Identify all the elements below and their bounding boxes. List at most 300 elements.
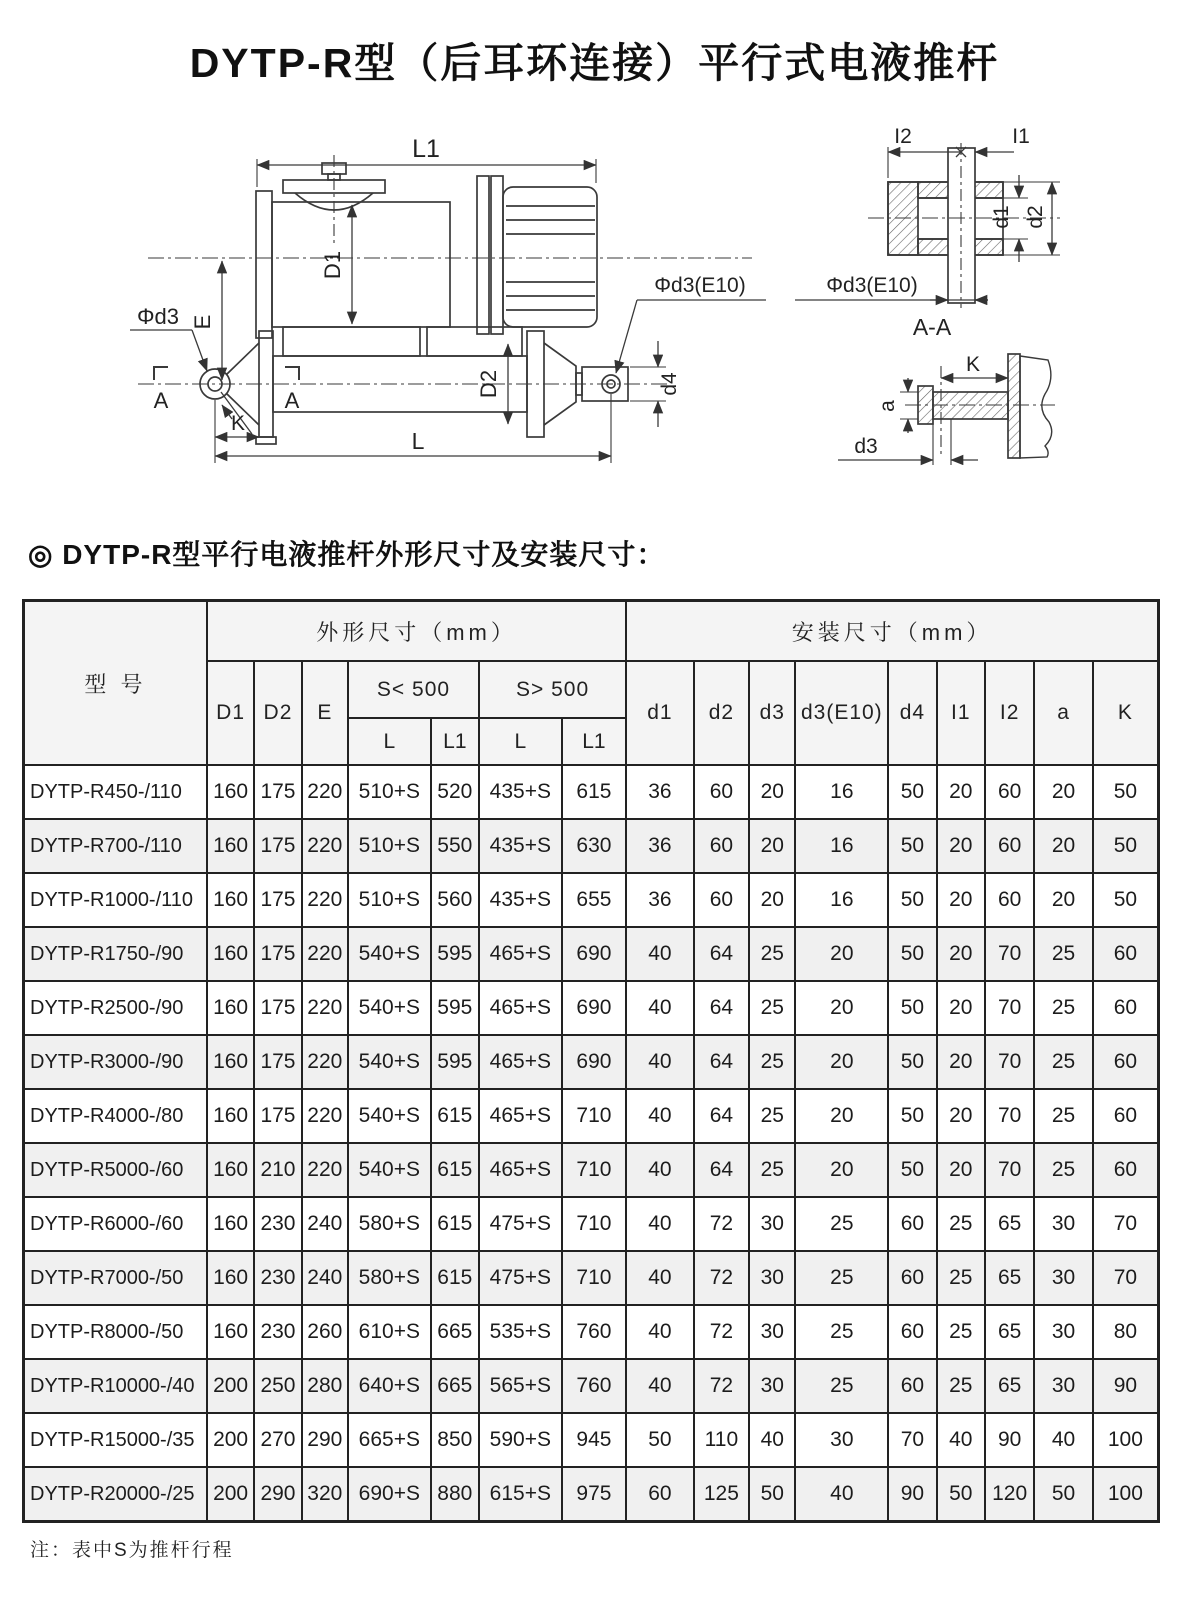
value-cell: 64 — [694, 1035, 749, 1089]
value-cell: 30 — [749, 1305, 795, 1359]
value-cell: 665 — [431, 1305, 479, 1359]
phi-d3-e10-leader — [616, 300, 637, 373]
value-cell: 30 — [795, 1413, 888, 1467]
value-cell: 60 — [888, 1359, 936, 1413]
value-cell: 16 — [795, 873, 888, 927]
value-cell: 710 — [562, 1197, 627, 1251]
table-row — [24, 1143, 1159, 1197]
value-cell: 40 — [626, 927, 694, 981]
value-cell: 50 — [888, 765, 936, 819]
value-cell: 160 — [207, 981, 254, 1035]
value-cell: 280 — [302, 1359, 348, 1413]
col-header-I2: I2 — [985, 661, 1034, 765]
value-cell: 240 — [302, 1197, 348, 1251]
value-cell: 540+S — [348, 1035, 431, 1089]
dim-label-d4: d4 — [658, 372, 681, 396]
value-cell: 465+S — [479, 1035, 562, 1089]
value-cell: 36 — [626, 819, 694, 873]
value-cell: 475+S — [479, 1251, 562, 1305]
value-cell: 50 — [888, 1143, 936, 1197]
value-cell: 36 — [626, 873, 694, 927]
value-cell: 20 — [937, 1143, 985, 1197]
value-cell: 560 — [431, 873, 479, 927]
value-cell: 160 — [207, 1305, 254, 1359]
value-cell: 465+S — [479, 1143, 562, 1197]
value-cell: 40 — [749, 1413, 795, 1467]
value-cell: 65 — [985, 1305, 1034, 1359]
value-cell: 40 — [626, 1035, 694, 1089]
value-cell: 25 — [795, 1197, 888, 1251]
model-cell: DYTP-R8000-/50 — [24, 1305, 207, 1359]
dim-label-l: L — [411, 428, 425, 454]
value-cell: 665+S — [348, 1413, 431, 1467]
value-cell: 20 — [795, 981, 888, 1035]
value-cell: 175 — [254, 873, 301, 927]
value-cell: 40 — [626, 1251, 694, 1305]
value-cell: 60 — [1093, 1089, 1159, 1143]
col-header-d1: d1 — [626, 661, 694, 765]
value-cell: 230 — [254, 1251, 301, 1305]
value-cell: 20 — [795, 1035, 888, 1089]
table-row — [24, 1467, 1159, 1522]
value-cell: 70 — [985, 1143, 1034, 1197]
value-cell: 690+S — [348, 1467, 431, 1522]
table-row — [24, 873, 1159, 927]
value-cell: 175 — [254, 1089, 301, 1143]
value-cell: 25 — [749, 1143, 795, 1197]
table-row — [24, 981, 1159, 1035]
value-cell: 30 — [1034, 1305, 1092, 1359]
value-cell: 20 — [937, 873, 985, 927]
motor-flange-plate — [477, 176, 489, 334]
value-cell: 60 — [888, 1197, 936, 1251]
value-cell: 25 — [1034, 981, 1092, 1035]
footnote: 注：表中S为推杆行程 — [30, 1540, 234, 1561]
value-cell: 565+S — [479, 1359, 562, 1413]
value-cell: 540+S — [348, 927, 431, 981]
value-cell: 20 — [749, 819, 795, 873]
value-cell: 510+S — [348, 819, 431, 873]
value-cell: 655 — [562, 873, 627, 927]
value-cell: 30 — [1034, 1251, 1092, 1305]
value-cell: 72 — [694, 1197, 749, 1251]
value-cell: 175 — [254, 927, 301, 981]
value-cell: 465+S — [479, 981, 562, 1035]
model-cell: DYTP-R20000-/25 — [24, 1467, 207, 1522]
value-cell: 20 — [749, 873, 795, 927]
value-cell: 90 — [888, 1467, 936, 1522]
value-cell: 20 — [937, 927, 985, 981]
value-cell: 120 — [985, 1467, 1034, 1522]
value-cell: 25 — [1034, 1035, 1092, 1089]
value-cell: 70 — [985, 981, 1034, 1035]
value-cell: 64 — [694, 927, 749, 981]
value-cell: 60 — [985, 819, 1034, 873]
phi-d3-leader — [192, 330, 207, 371]
value-cell: 60 — [626, 1467, 694, 1522]
value-cell: 60 — [694, 765, 749, 819]
value-cell: 615+S — [479, 1467, 562, 1522]
value-cell: 200 — [207, 1359, 254, 1413]
value-cell: 30 — [1034, 1197, 1092, 1251]
dim-label-d2: D2 — [476, 369, 501, 399]
value-cell: 220 — [302, 981, 348, 1035]
section-letter-a-right: A — [284, 388, 300, 413]
value-cell: 50 — [1093, 819, 1159, 873]
value-cell: 70 — [985, 1089, 1034, 1143]
value-cell: 160 — [207, 927, 254, 981]
value-cell: 100 — [1093, 1413, 1159, 1467]
value-cell: 540+S — [348, 981, 431, 1035]
table-row — [24, 1251, 1159, 1305]
table-row — [24, 1035, 1159, 1089]
value-cell: 50 — [1093, 765, 1159, 819]
section-letter-a-left: A — [153, 388, 169, 413]
value-cell: 50 — [937, 1467, 985, 1522]
value-cell: 160 — [207, 873, 254, 927]
value-cell: 760 — [562, 1359, 627, 1413]
model-cell: DYTP-R5000-/60 — [24, 1143, 207, 1197]
value-cell: 16 — [795, 765, 888, 819]
value-cell: 220 — [302, 765, 348, 819]
value-cell: 25 — [749, 981, 795, 1035]
mount-wall-plate — [1008, 354, 1020, 458]
col-header-d3: d3 — [749, 661, 795, 765]
table-row — [24, 765, 1159, 819]
value-cell: 65 — [985, 1359, 1034, 1413]
value-cell: 220 — [302, 1035, 348, 1089]
value-cell: 70 — [1093, 1251, 1159, 1305]
value-cell: 20 — [749, 765, 795, 819]
value-cell: 210 — [254, 1143, 301, 1197]
table-row — [24, 1305, 1159, 1359]
value-cell: 64 — [694, 981, 749, 1035]
value-cell: 615 — [562, 765, 627, 819]
value-cell: 80 — [1093, 1305, 1159, 1359]
value-cell: 260 — [302, 1305, 348, 1359]
table-row — [24, 1413, 1159, 1467]
value-cell: 550 — [431, 819, 479, 873]
value-cell: 72 — [694, 1305, 749, 1359]
dim-label-i1: I1 — [1012, 125, 1030, 148]
value-cell: 50 — [749, 1467, 795, 1522]
table-body — [24, 765, 1159, 1522]
table-header — [24, 601, 1159, 766]
value-cell: 25 — [795, 1251, 888, 1305]
value-cell: 40 — [626, 1359, 694, 1413]
value-cell: 595 — [431, 981, 479, 1035]
value-cell: 690 — [562, 927, 627, 981]
model-cell: DYTP-R1000-/110 — [24, 873, 207, 927]
group-header-outline: 外形尺寸（mm） — [207, 601, 626, 662]
oil-tank — [272, 202, 450, 327]
value-cell: 20 — [795, 1089, 888, 1143]
value-cell: 70 — [1093, 1197, 1159, 1251]
value-cell: 710 — [562, 1143, 627, 1197]
value-cell: 465+S — [479, 927, 562, 981]
value-cell: 510+S — [348, 765, 431, 819]
dim-label-d1: D1 — [320, 250, 345, 280]
value-cell: 60 — [1093, 927, 1159, 981]
value-cell: 710 — [562, 1251, 627, 1305]
value-cell: 50 — [888, 819, 936, 873]
value-cell: 70 — [888, 1413, 936, 1467]
value-cell: 16 — [795, 819, 888, 873]
value-cell: 20 — [937, 981, 985, 1035]
value-cell: 25 — [937, 1359, 985, 1413]
value-cell: 60 — [985, 873, 1034, 927]
value-cell: 580+S — [348, 1251, 431, 1305]
value-cell: 540+S — [348, 1143, 431, 1197]
value-cell: 60 — [1093, 1035, 1159, 1089]
value-cell: 25 — [1034, 1089, 1092, 1143]
value-cell: 40 — [626, 981, 694, 1035]
value-cell: 60 — [888, 1251, 936, 1305]
col-header-model: 型 号 — [24, 601, 207, 766]
model-cell: DYTP-R2500-/90 — [24, 981, 207, 1035]
value-cell: 40 — [626, 1305, 694, 1359]
value-cell: 40 — [937, 1413, 985, 1467]
value-cell: 60 — [888, 1305, 936, 1359]
value-cell: 60 — [1093, 981, 1159, 1035]
value-cell: 70 — [985, 1035, 1034, 1089]
value-cell: 90 — [1093, 1359, 1159, 1413]
value-cell: 175 — [254, 1035, 301, 1089]
cylinder-flange-foot — [256, 437, 276, 444]
col-header-D1: D1 — [207, 661, 254, 765]
value-cell: 615 — [431, 1197, 479, 1251]
value-cell: 435+S — [479, 873, 562, 927]
value-cell: 250 — [254, 1359, 301, 1413]
value-cell: 40 — [626, 1089, 694, 1143]
value-cell: 25 — [937, 1197, 985, 1251]
value-cell: 590+S — [479, 1413, 562, 1467]
value-cell: 50 — [626, 1413, 694, 1467]
value-cell: 320 — [302, 1467, 348, 1522]
value-cell: 175 — [254, 765, 301, 819]
dim-label-phi-d3: Φd3 — [136, 304, 180, 329]
value-cell: 290 — [254, 1467, 301, 1522]
dim-label-k-pin: K — [965, 353, 981, 376]
main-assembly-view — [130, 155, 766, 463]
value-cell: 615 — [431, 1143, 479, 1197]
section-view-title: A-A — [912, 314, 952, 340]
value-cell: 50 — [888, 1035, 936, 1089]
value-cell: 25 — [795, 1305, 888, 1359]
value-cell: 630 — [562, 819, 627, 873]
value-cell: 160 — [207, 1197, 254, 1251]
value-cell: 30 — [749, 1197, 795, 1251]
value-cell: 200 — [207, 1413, 254, 1467]
value-cell: 25 — [937, 1305, 985, 1359]
model-cell: DYTP-R7000-/50 — [24, 1251, 207, 1305]
value-cell: 435+S — [479, 765, 562, 819]
value-cell: 580+S — [348, 1197, 431, 1251]
value-cell: 90 — [985, 1413, 1034, 1467]
value-cell: 520 — [431, 765, 479, 819]
value-cell: 60 — [694, 819, 749, 873]
value-cell: 175 — [254, 981, 301, 1035]
value-cell: 20 — [937, 765, 985, 819]
value-cell: 20 — [1034, 765, 1092, 819]
value-cell: 64 — [694, 1143, 749, 1197]
col-header-a: a — [1034, 661, 1092, 765]
value-cell: 50 — [1093, 873, 1159, 927]
col-header-d3e10: d3(E10) — [795, 661, 888, 765]
col-header-L-lt: L — [348, 718, 431, 765]
value-cell: 40 — [626, 1197, 694, 1251]
tank-flange — [256, 191, 272, 338]
value-cell: 25 — [937, 1251, 985, 1305]
section-mark-right — [285, 367, 299, 380]
value-cell: 160 — [207, 1143, 254, 1197]
table-row — [24, 1359, 1159, 1413]
value-cell: 36 — [626, 765, 694, 819]
col-header-I1: I1 — [937, 661, 985, 765]
dim-label-l1: L1 — [412, 135, 440, 163]
value-cell: 540+S — [348, 1089, 431, 1143]
value-cell: 665 — [431, 1359, 479, 1413]
value-cell: 465+S — [479, 1089, 562, 1143]
col-header-s-lt-500: S< 500 — [348, 661, 479, 718]
value-cell: 240 — [302, 1251, 348, 1305]
value-cell: 25 — [795, 1359, 888, 1413]
value-cell: 60 — [694, 873, 749, 927]
value-cell: 160 — [207, 1251, 254, 1305]
value-cell: 510+S — [348, 873, 431, 927]
section-heading: ◎ DYTP-R型平行电液推杆外形尺寸及安装尺寸： — [28, 539, 666, 570]
value-cell: 30 — [1034, 1359, 1092, 1413]
value-cell: 690 — [562, 1035, 627, 1089]
value-cell: 50 — [888, 873, 936, 927]
value-cell: 60 — [985, 765, 1034, 819]
value-cell: 20 — [937, 819, 985, 873]
value-cell: 535+S — [479, 1305, 562, 1359]
value-cell: 70 — [985, 927, 1034, 981]
pump-housing-left — [283, 327, 420, 356]
value-cell: 30 — [749, 1359, 795, 1413]
model-cell: DYTP-R1750-/90 — [24, 927, 207, 981]
table-row — [24, 1089, 1159, 1143]
value-cell: 850 — [431, 1413, 479, 1467]
value-cell: 25 — [1034, 1143, 1092, 1197]
value-cell: 640+S — [348, 1359, 431, 1413]
value-cell: 595 — [431, 1035, 479, 1089]
table-row — [24, 927, 1159, 981]
value-cell: 40 — [626, 1143, 694, 1197]
value-cell: 50 — [888, 981, 936, 1035]
dim-label-d3-pin: d3 — [854, 435, 878, 458]
value-cell: 220 — [302, 819, 348, 873]
motor-body — [503, 187, 597, 327]
value-cell: 72 — [694, 1251, 749, 1305]
col-header-d4: d4 — [888, 661, 936, 765]
value-cell: 160 — [207, 1089, 254, 1143]
value-cell: 125 — [694, 1467, 749, 1522]
value-cell: 160 — [207, 765, 254, 819]
motor-flange-plate — [491, 176, 503, 334]
model-cell: DYTP-R3000-/90 — [24, 1035, 207, 1089]
col-header-L-gt: L — [479, 718, 562, 765]
value-cell: 690 — [562, 981, 627, 1035]
value-cell: 290 — [302, 1413, 348, 1467]
value-cell: 25 — [749, 1035, 795, 1089]
model-cell: DYTP-R15000-/35 — [24, 1413, 207, 1467]
dim-label-i2: I2 — [894, 125, 912, 148]
model-cell: DYTP-R450-/110 — [24, 765, 207, 819]
model-cell: DYTP-R4000-/80 — [24, 1089, 207, 1143]
group-header-install: 安装尺寸（mm） — [626, 601, 1158, 662]
value-cell: 230 — [254, 1197, 301, 1251]
value-cell: 220 — [302, 1089, 348, 1143]
value-cell: 65 — [985, 1197, 1034, 1251]
technical-drawing-figure — [0, 103, 1189, 495]
technical-drawing — [0, 103, 1189, 495]
value-cell: 220 — [302, 927, 348, 981]
value-cell: 110 — [694, 1413, 749, 1467]
table-row — [24, 1197, 1159, 1251]
dim-label-a-pin: a — [876, 400, 899, 412]
value-cell: 945 — [562, 1413, 627, 1467]
dim-label-e: E — [190, 314, 215, 330]
value-cell: 65 — [985, 1251, 1034, 1305]
col-header-s-gt-500: S> 500 — [479, 661, 626, 718]
col-header-D2: D2 — [254, 661, 301, 765]
value-cell: 760 — [562, 1305, 627, 1359]
section-mark-left — [154, 367, 168, 380]
value-cell: 20 — [1034, 873, 1092, 927]
value-cell: 610+S — [348, 1305, 431, 1359]
value-cell: 50 — [888, 1089, 936, 1143]
value-cell: 475+S — [479, 1197, 562, 1251]
dim-label-d1-section: d1 — [990, 205, 1013, 229]
col-header-K: K — [1093, 661, 1159, 765]
value-cell: 595 — [431, 927, 479, 981]
value-cell: 72 — [694, 1359, 749, 1413]
value-cell: 25 — [749, 1089, 795, 1143]
value-cell: 270 — [254, 1413, 301, 1467]
page-title: DYTP-R型（后耳环连接）平行式电液推杆 — [189, 40, 1000, 86]
value-cell: 50 — [888, 927, 936, 981]
model-cell: DYTP-R6000-/60 — [24, 1197, 207, 1251]
value-cell: 615 — [431, 1089, 479, 1143]
value-cell: 64 — [694, 1089, 749, 1143]
value-cell: 20 — [937, 1089, 985, 1143]
value-cell: 975 — [562, 1467, 627, 1522]
value-cell: 200 — [207, 1467, 254, 1522]
dim-label-phi-d3-e10-section: Φd3(E10) — [826, 274, 918, 297]
value-cell: 175 — [254, 819, 301, 873]
table-row — [24, 819, 1159, 873]
col-header-E: E — [302, 661, 348, 765]
dimensions-table — [22, 599, 1160, 1523]
value-cell: 20 — [795, 1143, 888, 1197]
value-cell: 160 — [207, 1035, 254, 1089]
model-cell: DYTP-R10000-/40 — [24, 1359, 207, 1413]
value-cell: 25 — [749, 927, 795, 981]
value-cell: 160 — [207, 819, 254, 873]
dim-label-k: K — [230, 412, 246, 435]
value-cell: 100 — [1093, 1467, 1159, 1522]
value-cell: 20 — [937, 1035, 985, 1089]
value-cell: 50 — [1034, 1467, 1092, 1522]
col-header-L1-gt: L1 — [562, 718, 627, 765]
value-cell: 20 — [795, 927, 888, 981]
value-cell: 20 — [1034, 819, 1092, 873]
value-cell: 220 — [302, 873, 348, 927]
value-cell: 40 — [795, 1467, 888, 1522]
value-cell: 615 — [431, 1251, 479, 1305]
